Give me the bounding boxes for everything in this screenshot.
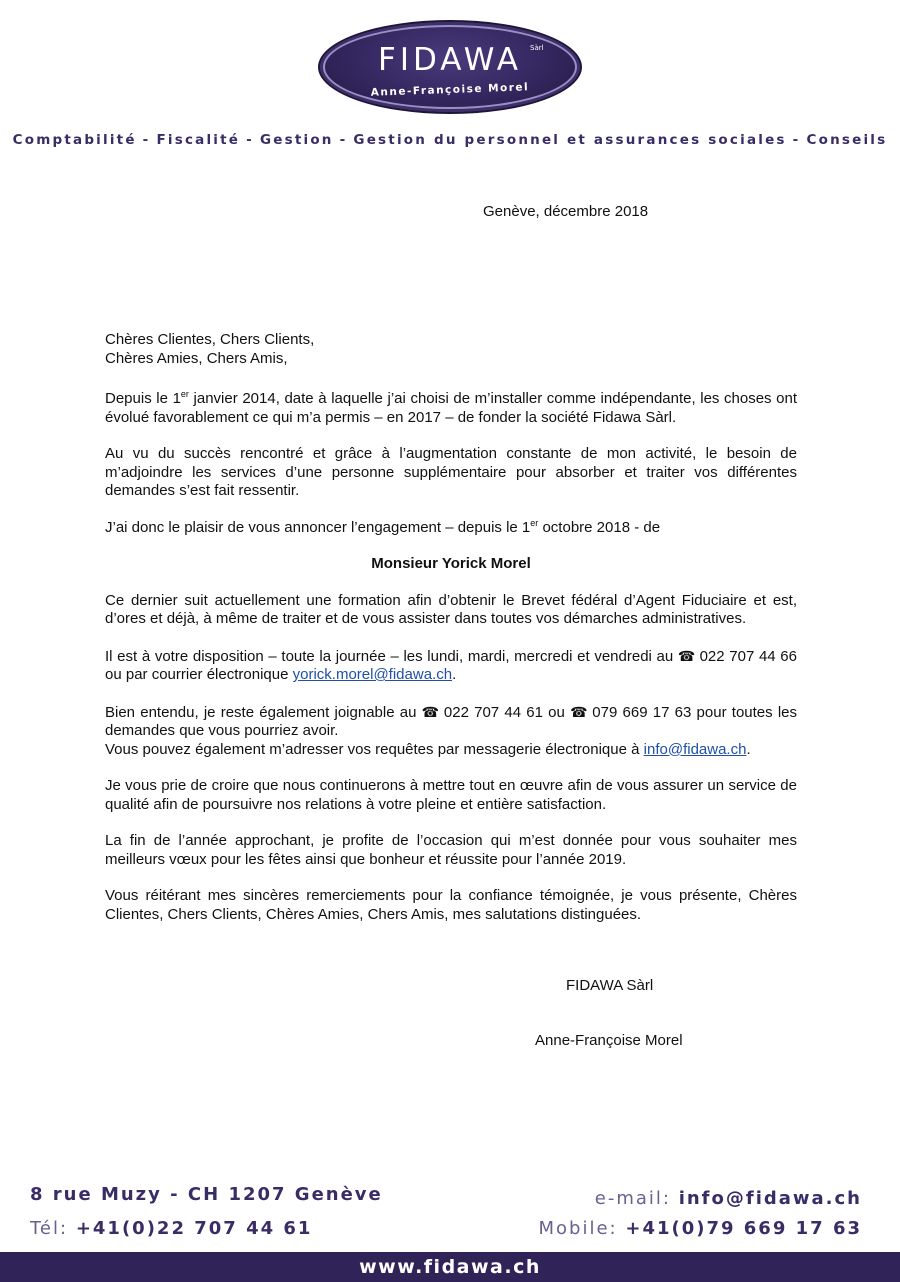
service-item: Gestion: [259, 132, 334, 148]
website-banner: [0, 1252, 900, 1282]
service-item: Gestion du personnel et assurances sociales: [353, 132, 787, 148]
phone-value: +41(0)22 707 44 61: [75, 1218, 313, 1239]
text: Vous pouvez également m’adresser vos requêtes par messagerie électronique à: [105, 740, 640, 758]
paragraph: [105, 647, 797, 685]
text: janvier 2014, date à laquelle j’ai choisi de m’installer comme indépendante, les choses ont évolué favorablement ce qui m’a permis – en 2017 – de fonder la société Fidawa Sàrl.: [105, 390, 798, 426]
phone-number: 022 707 44 61: [443, 703, 543, 721]
text: Depuis le 1: [105, 390, 181, 407]
service-item: Comptabilité: [12, 132, 137, 148]
signature-person: Anne-Françoise Morel: [535, 1032, 683, 1049]
email-link[interactable]: info@fidawa.ch: [643, 740, 747, 758]
service-item: Conseils: [806, 132, 888, 148]
paragraph: [105, 390, 797, 427]
paragraph: [105, 519, 797, 538]
mobile-label: Mobile:: [538, 1218, 618, 1239]
text: Il est à votre disposition – toute la journée – les lundi, mardi, mercredi et vendredi au: [105, 647, 674, 665]
paragraph: Je vous prie de croire que nous continuerons à mettre tout en œuvre afin de vous assurer un service de qualité afin de poursuivre nos relations à votre pleine et entière satisfaction.: [105, 777, 797, 813]
phone-number: 022 707 44 66: [699, 647, 797, 665]
text: Bien entendu, je reste également joignable au: [105, 703, 417, 721]
website-link[interactable]: www.fidawa.ch: [359, 1256, 541, 1278]
text: .: [746, 740, 751, 758]
mobile-value: +41(0)79 669 17 63: [625, 1218, 862, 1239]
service-separator: -: [792, 132, 801, 148]
footer-phone: [30, 1218, 312, 1239]
letter-body: [105, 331, 797, 942]
paragraph: Ce dernier suit actuellement une formation afin d’obtenir le Brevet fédéral d’Agent Fiduciaire et est, d’ores et déjà, à même de traiter et de vous assister dans toutes vos démarches administratives.: [105, 591, 797, 627]
email-link[interactable]: yorick.morel@fidawa.ch: [292, 666, 453, 683]
logo-person: Anne-Françoise Morel: [370, 81, 530, 99]
paragraph: La fin de l’année approchant, je profite de l’occasion qui m’est donnée pour vous souhaiter mes meilleurs vœux pour les fêtes ainsi que bonheur et réussite pour l’année 2019.: [105, 832, 797, 868]
text: pour toutes les demandes que vous pourriez avoir.: [105, 703, 798, 739]
paragraph: Vous réitérant mes sincères remerciements pour la confiance témoignée, je vous présente, Chères Clientes, Chers Clients, Chères Amies, Chers Amis, mes salutations distinguées.: [105, 887, 797, 923]
phone-icon: ☎: [421, 703, 440, 720]
salutation-line: Chères Clientes, Chers Clients,: [105, 331, 315, 348]
service-item: Fiscalité: [156, 132, 241, 148]
phone-icon: ☎: [677, 647, 696, 664]
salutation-line: Chères Amies, Chers Amis,: [105, 349, 288, 367]
service-separator: -: [339, 132, 348, 148]
text: J’ai donc le plaisir de vous annoncer l’engagement – depuis le 1: [105, 518, 531, 536]
logo-suffix: Sàrl: [530, 44, 544, 52]
logo-name: FIDAWA: [378, 42, 522, 78]
phone-label: Tél:: [30, 1218, 69, 1239]
letter-date: Genève, décembre 2018: [483, 203, 649, 220]
text: .: [452, 666, 457, 683]
phone-number: 079 669 17 63: [592, 703, 692, 721]
ordinal-suffix: er: [530, 517, 539, 528]
paragraph: Au vu du succès rencontré et grâce à l’augmentation constante de mon activité, le besoin de m’adjoindre les services d’une personne supplémentaire pour absorber et traiter vos différentes demandes s’est fait ressentir.: [105, 445, 797, 499]
footer-mobile: [539, 1218, 862, 1239]
company-logo: [318, 20, 582, 114]
email-label: e-mail:: [594, 1188, 671, 1209]
service-separator: -: [246, 132, 254, 148]
text: ou: [548, 703, 565, 721]
new-employee-name: Monsieur Yorick Morel: [371, 555, 531, 572]
footer-address: 8 rue Muzy - CH 1207 Genève: [30, 1184, 383, 1205]
ordinal-suffix: er: [180, 389, 189, 399]
text: ou par courrier électronique: [105, 666, 289, 683]
paragraph: [105, 703, 797, 760]
footer-email: [595, 1188, 862, 1209]
text: octobre 2018 - de: [538, 518, 661, 536]
signature-company: FIDAWA Sàrl: [566, 977, 654, 994]
services-line: [0, 132, 900, 148]
phone-icon: ☎: [570, 703, 588, 720]
salutation: [105, 331, 797, 368]
service-separator: -: [142, 132, 151, 148]
email-value[interactable]: info@fidawa.ch: [678, 1188, 862, 1209]
